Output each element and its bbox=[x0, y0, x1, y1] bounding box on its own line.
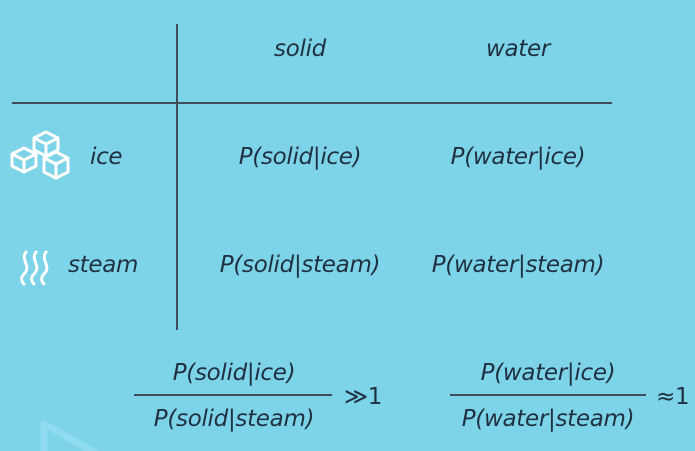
ratio-2-relation: ≈1 bbox=[656, 384, 690, 410]
ratio-2-numerator: P(water|ice) bbox=[480, 360, 616, 386]
cell-solid-given-steam: P(solid|steam) bbox=[219, 252, 381, 278]
row-label-ice: ice bbox=[90, 144, 123, 170]
ratio-1-numerator: P(solid|ice) bbox=[172, 360, 296, 386]
cell-water-given-steam: P(water|steam) bbox=[431, 252, 605, 278]
column-header-solid: solid bbox=[274, 36, 326, 62]
column-header-water: water bbox=[485, 36, 551, 62]
ratio-1-fraction-bar bbox=[134, 394, 332, 396]
ratio-1-relation: ≫1 bbox=[344, 384, 383, 410]
table-vertical-rule bbox=[176, 24, 178, 330]
table-header-rule bbox=[12, 102, 612, 104]
ratio-1-denominator: P(solid|steam) bbox=[153, 406, 315, 432]
ratio-2-fraction-bar bbox=[450, 394, 646, 396]
decorative-triangle-shape bbox=[38, 420, 118, 451]
ice-cubes-icon bbox=[8, 128, 72, 186]
ratio-2-denominator: P(water|steam) bbox=[461, 406, 635, 432]
row-label-steam: steam bbox=[68, 252, 139, 278]
cell-water-given-ice: P(water|ice) bbox=[450, 144, 586, 170]
cell-solid-given-ice: P(solid|ice) bbox=[238, 144, 362, 170]
steam-icon bbox=[18, 248, 58, 288]
